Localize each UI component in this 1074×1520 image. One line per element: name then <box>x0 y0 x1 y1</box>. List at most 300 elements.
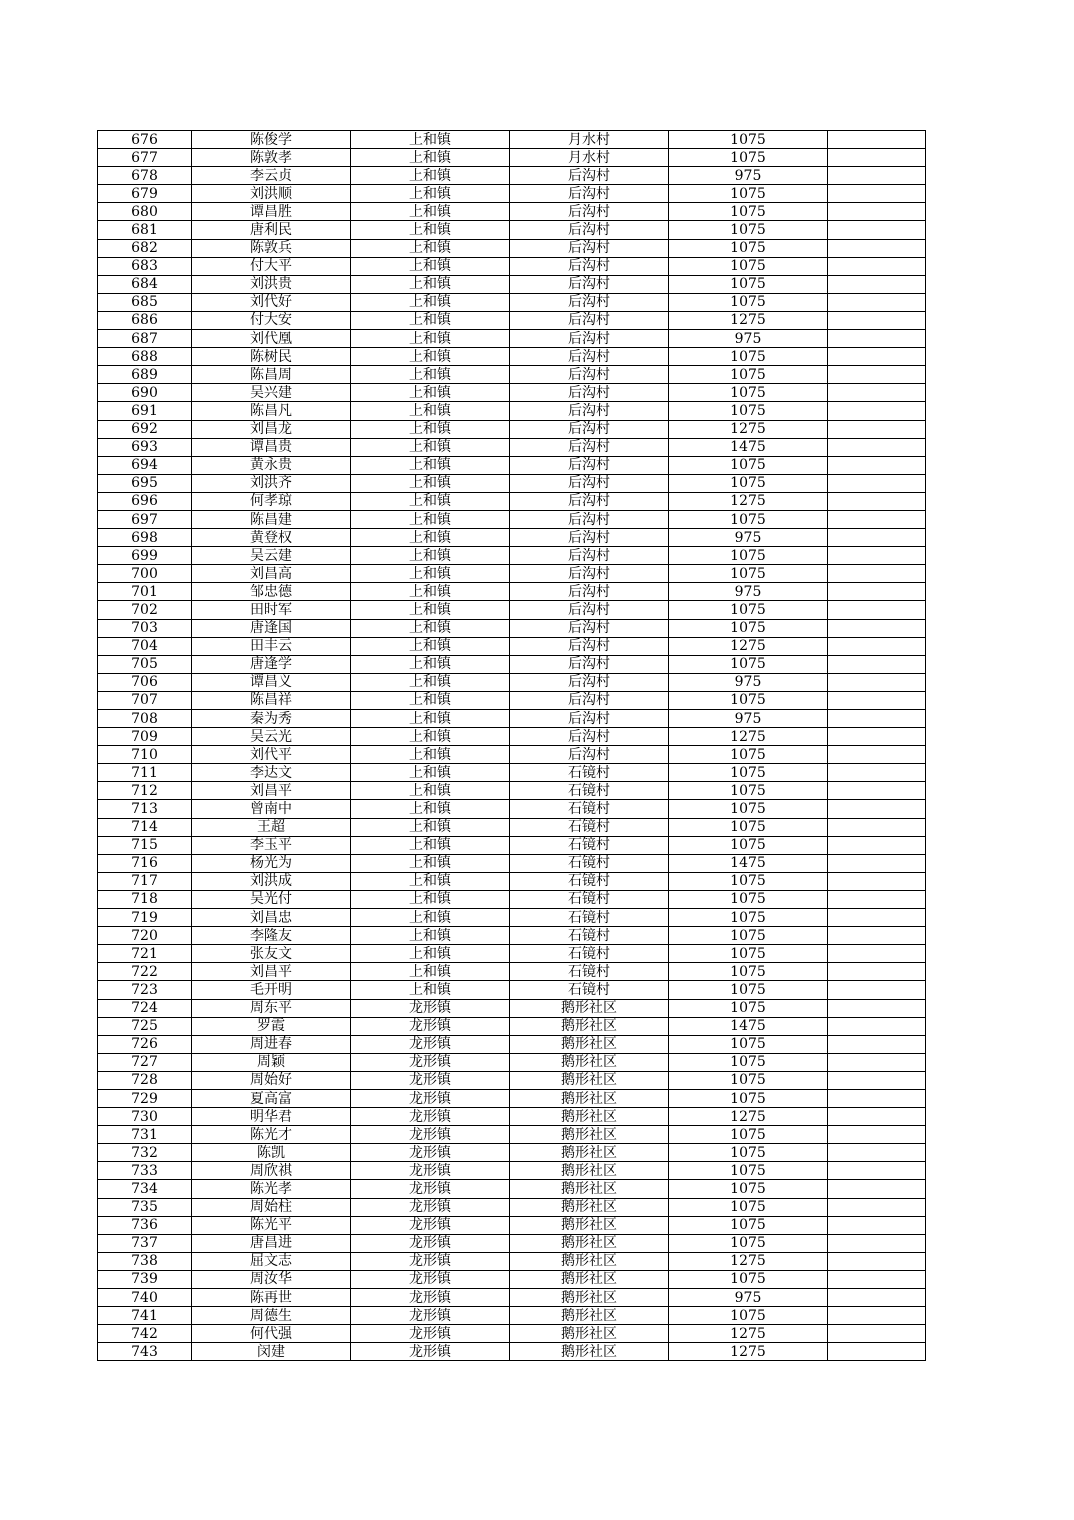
name-cell: 陈俊学 <box>192 131 351 149</box>
remark-cell <box>828 402 926 420</box>
village-cell: 后沟村 <box>510 348 669 366</box>
amount-cell: 1075 <box>669 890 828 908</box>
amount-cell: 1075 <box>669 619 828 637</box>
row-number-cell: 680 <box>98 203 192 221</box>
name-cell: 刘洪成 <box>192 872 351 890</box>
amount-cell: 975 <box>669 583 828 601</box>
row-number-cell: 678 <box>98 167 192 185</box>
town-cell: 上和镇 <box>351 167 510 185</box>
table-row <box>98 782 926 800</box>
town-cell: 龙形镇 <box>351 1343 510 1361</box>
row-number-cell: 741 <box>98 1307 192 1325</box>
name-cell: 毛开明 <box>192 981 351 999</box>
town-cell: 龙形镇 <box>351 1307 510 1325</box>
remark-cell <box>828 691 926 709</box>
town-cell: 上和镇 <box>351 257 510 275</box>
amount-cell: 1075 <box>669 1071 828 1089</box>
table-row <box>98 963 926 981</box>
row-number-cell: 709 <box>98 728 192 746</box>
row-number-cell: 685 <box>98 293 192 311</box>
town-cell: 上和镇 <box>351 529 510 547</box>
town-cell: 上和镇 <box>351 854 510 872</box>
table-row <box>98 619 926 637</box>
remark-cell <box>828 927 926 945</box>
name-cell: 何代强 <box>192 1325 351 1343</box>
amount-cell: 1075 <box>669 1307 828 1325</box>
remark-cell <box>828 1343 926 1361</box>
town-cell: 上和镇 <box>351 963 510 981</box>
amount-cell: 1275 <box>669 1343 828 1361</box>
row-number-cell: 710 <box>98 746 192 764</box>
table-row <box>98 492 926 510</box>
amount-cell: 1075 <box>669 348 828 366</box>
row-number-cell: 692 <box>98 420 192 438</box>
remark-cell <box>828 420 926 438</box>
data-table <box>97 130 926 1361</box>
remark-cell <box>828 547 926 565</box>
village-cell: 后沟村 <box>510 637 669 655</box>
name-cell: 付大平 <box>192 257 351 275</box>
town-cell: 上和镇 <box>351 330 510 348</box>
remark-cell <box>828 275 926 293</box>
table-row <box>98 854 926 872</box>
town-cell: 龙形镇 <box>351 1071 510 1089</box>
amount-cell: 1075 <box>669 963 828 981</box>
remark-cell <box>828 474 926 492</box>
name-cell: 吴云建 <box>192 547 351 565</box>
village-cell: 后沟村 <box>510 366 669 384</box>
town-cell: 上和镇 <box>351 691 510 709</box>
town-cell: 上和镇 <box>351 402 510 420</box>
town-cell: 龙形镇 <box>351 1270 510 1288</box>
row-number-cell: 738 <box>98 1252 192 1270</box>
village-cell: 石镜村 <box>510 945 669 963</box>
table-row <box>98 1071 926 1089</box>
name-cell: 陈光平 <box>192 1216 351 1234</box>
town-cell: 上和镇 <box>351 818 510 836</box>
table-row <box>98 366 926 384</box>
row-number-cell: 706 <box>98 673 192 691</box>
village-cell: 鹅形社区 <box>510 1216 669 1234</box>
village-cell: 鹅形社区 <box>510 1234 669 1252</box>
amount-cell: 1075 <box>669 1126 828 1144</box>
name-cell: 陈树民 <box>192 348 351 366</box>
remark-cell <box>828 710 926 728</box>
table-row <box>98 1234 926 1252</box>
row-number-cell: 677 <box>98 149 192 167</box>
town-cell: 龙形镇 <box>351 1089 510 1107</box>
name-cell: 杨光为 <box>192 854 351 872</box>
village-cell: 后沟村 <box>510 547 669 565</box>
amount-cell: 1075 <box>669 474 828 492</box>
remark-cell <box>828 1307 926 1325</box>
remark-cell <box>828 836 926 854</box>
table-row <box>98 384 926 402</box>
table-row <box>98 474 926 492</box>
remark-cell <box>828 167 926 185</box>
remark-cell <box>828 945 926 963</box>
table-row <box>98 1289 926 1307</box>
village-cell: 鹅形社区 <box>510 999 669 1017</box>
town-cell: 上和镇 <box>351 149 510 167</box>
amount-cell: 975 <box>669 710 828 728</box>
table-row <box>98 1017 926 1035</box>
village-cell: 石镜村 <box>510 782 669 800</box>
table-row <box>98 981 926 999</box>
village-cell: 鹅形社区 <box>510 1089 669 1107</box>
table-row <box>98 1126 926 1144</box>
village-cell: 后沟村 <box>510 384 669 402</box>
village-cell: 石镜村 <box>510 927 669 945</box>
name-cell: 刘代好 <box>192 293 351 311</box>
row-number-cell: 714 <box>98 818 192 836</box>
amount-cell: 1075 <box>669 185 828 203</box>
amount-cell: 1075 <box>669 1270 828 1288</box>
village-cell: 鹅形社区 <box>510 1053 669 1071</box>
remark-cell <box>828 1126 926 1144</box>
table-row <box>98 149 926 167</box>
amount-cell: 1075 <box>669 510 828 528</box>
name-cell: 唐昌进 <box>192 1234 351 1252</box>
town-cell: 龙形镇 <box>351 999 510 1017</box>
amount-cell: 1075 <box>669 1162 828 1180</box>
remark-cell <box>828 1053 926 1071</box>
table-row <box>98 529 926 547</box>
name-cell: 吴光付 <box>192 890 351 908</box>
amount-cell: 1075 <box>669 239 828 257</box>
row-number-cell: 686 <box>98 311 192 329</box>
village-cell: 后沟村 <box>510 746 669 764</box>
amount-cell: 1075 <box>669 999 828 1017</box>
table-row <box>98 1325 926 1343</box>
row-number-cell: 693 <box>98 438 192 456</box>
town-cell: 上和镇 <box>351 619 510 637</box>
table-row <box>98 746 926 764</box>
town-cell: 龙形镇 <box>351 1144 510 1162</box>
remark-cell <box>828 963 926 981</box>
row-number-cell: 690 <box>98 384 192 402</box>
table-row <box>98 420 926 438</box>
village-cell: 鹅形社区 <box>510 1017 669 1035</box>
row-number-cell: 701 <box>98 583 192 601</box>
amount-cell: 1475 <box>669 854 828 872</box>
amount-cell: 1075 <box>669 547 828 565</box>
amount-cell: 975 <box>669 529 828 547</box>
table-row <box>98 1216 926 1234</box>
amount-cell: 1275 <box>669 1108 828 1126</box>
row-number-cell: 711 <box>98 764 192 782</box>
amount-cell: 1075 <box>669 601 828 619</box>
table-row <box>98 438 926 456</box>
amount-cell: 1075 <box>669 1144 828 1162</box>
village-cell: 石镜村 <box>510 764 669 782</box>
name-cell: 陈昌周 <box>192 366 351 384</box>
row-number-cell: 700 <box>98 565 192 583</box>
amount-cell: 1075 <box>669 655 828 673</box>
row-number-cell: 694 <box>98 456 192 474</box>
row-number-cell: 713 <box>98 800 192 818</box>
name-cell: 刘代凰 <box>192 330 351 348</box>
town-cell: 上和镇 <box>351 601 510 619</box>
table-row <box>98 1198 926 1216</box>
table-row <box>98 1035 926 1053</box>
remark-cell <box>828 999 926 1017</box>
name-cell: 张友文 <box>192 945 351 963</box>
town-cell: 上和镇 <box>351 547 510 565</box>
name-cell: 谭昌贵 <box>192 438 351 456</box>
village-cell: 鹅形社区 <box>510 1180 669 1198</box>
village-cell: 石镜村 <box>510 854 669 872</box>
name-cell: 周始好 <box>192 1071 351 1089</box>
row-number-cell: 739 <box>98 1270 192 1288</box>
remark-cell <box>828 257 926 275</box>
amount-cell: 1075 <box>669 149 828 167</box>
table-row <box>98 836 926 854</box>
amount-cell: 1075 <box>669 1035 828 1053</box>
table-row <box>98 872 926 890</box>
amount-cell: 1075 <box>669 927 828 945</box>
row-number-cell: 722 <box>98 963 192 981</box>
remark-cell <box>828 1216 926 1234</box>
name-cell: 周颖 <box>192 1053 351 1071</box>
table-row <box>98 1343 926 1361</box>
remark-cell <box>828 1017 926 1035</box>
town-cell: 上和镇 <box>351 981 510 999</box>
name-cell: 陈光孝 <box>192 1180 351 1198</box>
table-row <box>98 890 926 908</box>
town-cell: 上和镇 <box>351 239 510 257</box>
village-cell: 石镜村 <box>510 909 669 927</box>
town-cell: 上和镇 <box>351 384 510 402</box>
town-cell: 龙形镇 <box>351 1126 510 1144</box>
row-number-cell: 731 <box>98 1126 192 1144</box>
name-cell: 黄登权 <box>192 529 351 547</box>
remark-cell <box>828 1108 926 1126</box>
row-number-cell: 679 <box>98 185 192 203</box>
row-number-cell: 733 <box>98 1162 192 1180</box>
village-cell: 后沟村 <box>510 619 669 637</box>
town-cell: 上和镇 <box>351 890 510 908</box>
row-number-cell: 723 <box>98 981 192 999</box>
name-cell: 陈再世 <box>192 1289 351 1307</box>
name-cell: 闵建 <box>192 1343 351 1361</box>
row-number-cell: 715 <box>98 836 192 854</box>
village-cell: 石镜村 <box>510 818 669 836</box>
village-cell: 后沟村 <box>510 311 669 329</box>
table-row <box>98 348 926 366</box>
row-number-cell: 683 <box>98 257 192 275</box>
amount-cell: 1075 <box>669 1089 828 1107</box>
village-cell: 月水村 <box>510 149 669 167</box>
village-cell: 后沟村 <box>510 673 669 691</box>
remark-cell <box>828 728 926 746</box>
table-row <box>98 203 926 221</box>
name-cell: 曾南中 <box>192 800 351 818</box>
town-cell: 上和镇 <box>351 510 510 528</box>
town-cell: 龙形镇 <box>351 1325 510 1343</box>
remark-cell <box>828 510 926 528</box>
town-cell: 龙形镇 <box>351 1234 510 1252</box>
remark-cell <box>828 1162 926 1180</box>
remark-cell <box>828 854 926 872</box>
village-cell: 后沟村 <box>510 167 669 185</box>
remark-cell <box>828 782 926 800</box>
table-row <box>98 927 926 945</box>
table-row <box>98 601 926 619</box>
table-row <box>98 583 926 601</box>
table-row <box>98 257 926 275</box>
name-cell: 田时军 <box>192 601 351 619</box>
remark-cell <box>828 384 926 402</box>
name-cell: 罗霞 <box>192 1017 351 1035</box>
row-number-cell: 698 <box>98 529 192 547</box>
village-cell: 后沟村 <box>510 710 669 728</box>
village-cell: 后沟村 <box>510 330 669 348</box>
remark-cell <box>828 185 926 203</box>
remark-cell <box>828 1071 926 1089</box>
village-cell: 后沟村 <box>510 239 669 257</box>
name-cell: 谭昌胜 <box>192 203 351 221</box>
amount-cell: 1075 <box>669 366 828 384</box>
village-cell: 后沟村 <box>510 275 669 293</box>
amount-cell: 1075 <box>669 1216 828 1234</box>
amount-cell: 1075 <box>669 456 828 474</box>
table-row <box>98 1053 926 1071</box>
town-cell: 上和镇 <box>351 728 510 746</box>
row-number-cell: 730 <box>98 1108 192 1126</box>
name-cell: 刘昌平 <box>192 963 351 981</box>
table-row <box>98 818 926 836</box>
row-number-cell: 718 <box>98 890 192 908</box>
village-cell: 石镜村 <box>510 963 669 981</box>
amount-cell: 1275 <box>669 637 828 655</box>
amount-cell: 1075 <box>669 782 828 800</box>
row-number-cell: 682 <box>98 239 192 257</box>
village-cell: 后沟村 <box>510 655 669 673</box>
village-cell: 鹅形社区 <box>510 1289 669 1307</box>
amount-cell: 1075 <box>669 257 828 275</box>
table-row <box>98 311 926 329</box>
name-cell: 刘洪贵 <box>192 275 351 293</box>
town-cell: 龙形镇 <box>351 1162 510 1180</box>
village-cell: 石镜村 <box>510 981 669 999</box>
remark-cell <box>828 456 926 474</box>
name-cell: 唐利民 <box>192 221 351 239</box>
amount-cell: 1075 <box>669 764 828 782</box>
village-cell: 后沟村 <box>510 402 669 420</box>
remark-cell <box>828 1035 926 1053</box>
remark-cell <box>828 1089 926 1107</box>
remark-cell <box>828 637 926 655</box>
name-cell: 明华君 <box>192 1108 351 1126</box>
remark-cell <box>828 1289 926 1307</box>
table-row <box>98 800 926 818</box>
table-row <box>98 131 926 149</box>
row-number-cell: 743 <box>98 1343 192 1361</box>
village-cell: 后沟村 <box>510 456 669 474</box>
amount-cell: 1075 <box>669 293 828 311</box>
amount-cell: 1075 <box>669 565 828 583</box>
remark-cell <box>828 1252 926 1270</box>
village-cell: 鹅形社区 <box>510 1071 669 1089</box>
remark-cell <box>828 800 926 818</box>
name-cell: 李云贞 <box>192 167 351 185</box>
town-cell: 龙形镇 <box>351 1252 510 1270</box>
town-cell: 上和镇 <box>351 311 510 329</box>
row-number-cell: 688 <box>98 348 192 366</box>
amount-cell: 1075 <box>669 203 828 221</box>
village-cell: 后沟村 <box>510 438 669 456</box>
town-cell: 上和镇 <box>351 945 510 963</box>
amount-cell: 1075 <box>669 384 828 402</box>
name-cell: 谭昌义 <box>192 673 351 691</box>
village-cell: 鹅形社区 <box>510 1126 669 1144</box>
village-cell: 鹅形社区 <box>510 1270 669 1288</box>
town-cell: 上和镇 <box>351 746 510 764</box>
village-cell: 后沟村 <box>510 474 669 492</box>
amount-cell: 1075 <box>669 909 828 927</box>
remark-cell <box>828 619 926 637</box>
name-cell: 李达文 <box>192 764 351 782</box>
amount-cell: 1075 <box>669 800 828 818</box>
name-cell: 吴兴建 <box>192 384 351 402</box>
table-row <box>98 221 926 239</box>
amount-cell: 1075 <box>669 221 828 239</box>
remark-cell <box>828 1144 926 1162</box>
name-cell: 周汝华 <box>192 1270 351 1288</box>
remark-cell <box>828 239 926 257</box>
amount-cell: 1075 <box>669 872 828 890</box>
town-cell: 上和镇 <box>351 764 510 782</box>
amount-cell: 1075 <box>669 746 828 764</box>
row-number-cell: 699 <box>98 547 192 565</box>
name-cell: 刘洪顺 <box>192 185 351 203</box>
remark-cell <box>828 1325 926 1343</box>
row-number-cell: 721 <box>98 945 192 963</box>
amount-cell: 1075 <box>669 402 828 420</box>
amount-cell: 1075 <box>669 1198 828 1216</box>
table-row <box>98 1108 926 1126</box>
row-number-cell: 735 <box>98 1198 192 1216</box>
remark-cell <box>828 1270 926 1288</box>
remark-cell <box>828 311 926 329</box>
name-cell: 陈敦孝 <box>192 149 351 167</box>
row-number-cell: 705 <box>98 655 192 673</box>
table-row <box>98 185 926 203</box>
remark-cell <box>828 203 926 221</box>
village-cell: 鹅形社区 <box>510 1252 669 1270</box>
town-cell: 上和镇 <box>351 909 510 927</box>
town-cell: 上和镇 <box>351 673 510 691</box>
row-number-cell: 726 <box>98 1035 192 1053</box>
town-cell: 上和镇 <box>351 456 510 474</box>
amount-cell: 1275 <box>669 420 828 438</box>
amount-cell: 1275 <box>669 1325 828 1343</box>
amount-cell: 1275 <box>669 728 828 746</box>
name-cell: 周欣祺 <box>192 1162 351 1180</box>
name-cell: 唐逢学 <box>192 655 351 673</box>
row-number-cell: 696 <box>98 492 192 510</box>
row-number-cell: 719 <box>98 909 192 927</box>
row-number-cell: 702 <box>98 601 192 619</box>
table-body <box>98 131 926 1361</box>
village-cell: 后沟村 <box>510 691 669 709</box>
amount-cell: 1075 <box>669 945 828 963</box>
remark-cell <box>828 438 926 456</box>
table-row <box>98 764 926 782</box>
remark-cell <box>828 1180 926 1198</box>
table-row <box>98 510 926 528</box>
